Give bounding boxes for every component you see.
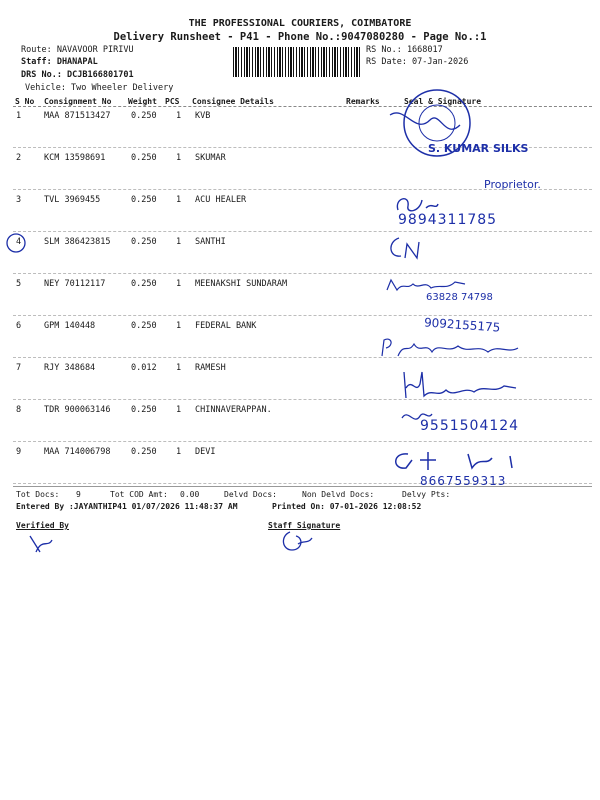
row-pcs: 1 xyxy=(176,153,182,163)
row-pcs: 1 xyxy=(176,111,182,121)
phone-row-9: 8667559313 xyxy=(420,474,507,488)
row-consignment: TDR 900063146 xyxy=(44,405,111,415)
row-consignment: RJY 348684 xyxy=(44,363,96,373)
row-weight: 0.250 xyxy=(131,405,157,415)
row-weight: 0.250 xyxy=(131,447,157,457)
row-consignee: FEDERAL BANK xyxy=(195,321,257,331)
signature-row-7 xyxy=(398,368,528,404)
phone-row-3: 9894311785 xyxy=(398,212,498,228)
row-pcs: 1 xyxy=(176,237,182,247)
row-weight: 0.250 xyxy=(131,153,157,163)
row-pcs: 1 xyxy=(176,363,182,373)
col-pcs: PCS xyxy=(165,97,180,106)
row-consignee: DEVI xyxy=(195,447,216,457)
row-consignment: GPM 140448 xyxy=(44,321,96,331)
verified-by-signature xyxy=(26,530,56,556)
delvd-docs-label: Delvd Docs: xyxy=(224,490,277,499)
tot-docs-label: Tot Docs: xyxy=(16,490,60,499)
row-consignment: TVL 3969455 xyxy=(44,195,101,205)
runsheet-subtitle: Delivery Runsheet - P41 - Phone No.:9047080280 - Page No.:1 xyxy=(113,31,487,43)
row-consignee: SANTHI xyxy=(195,237,226,247)
route-label: Route: NAVAVOOR PIRIVU xyxy=(21,45,134,55)
row-weight: 0.250 xyxy=(131,321,157,331)
circled-row-4-mark xyxy=(5,232,27,254)
col-remarks: Remarks xyxy=(346,97,380,106)
row-sno: 1 xyxy=(16,111,22,121)
row-weight: 0.012 xyxy=(131,363,157,373)
row-sno: 9 xyxy=(16,447,22,457)
row-consignment: MAA 871513427 xyxy=(44,111,111,121)
printed-on: Printed On: 07-01-2026 12:08:52 xyxy=(272,502,422,511)
non-delvd-docs-label: Non Delvd Docs: xyxy=(302,490,375,499)
row-consignee: MEENAKSHI SUNDARAM xyxy=(195,279,288,289)
row-weight: 0.250 xyxy=(131,237,157,247)
tot-cod-value: 0.00 xyxy=(180,490,200,499)
row-pcs: 1 xyxy=(176,195,182,205)
row-sno: 3 xyxy=(16,195,22,205)
phone-row-6: 9092155175 xyxy=(423,315,501,335)
row-consignee: CHINNAVERAPPAN. xyxy=(195,405,272,415)
signature-row-9 xyxy=(388,448,528,474)
col-seal-signature: Seal & Signature xyxy=(404,97,482,106)
phone-row-5: 63828 74798 xyxy=(426,292,493,303)
row-consignment: SLM 386423815 xyxy=(44,237,111,247)
signature-row-6 xyxy=(378,334,528,362)
delvy-pts-label: Delvy Pts: xyxy=(402,490,451,499)
col-sno: S No xyxy=(15,97,35,106)
rs-number: RS No.: 1668017 xyxy=(366,45,443,55)
phone-row-8: 9551504124 xyxy=(420,418,520,434)
row-consignee: KVB xyxy=(195,111,211,121)
col-consignment: Consignment No xyxy=(44,97,112,106)
row-sno: 7 xyxy=(16,363,22,373)
row-sno: 6 xyxy=(16,321,22,331)
row-consignee: RAMESH xyxy=(195,363,226,373)
row-pcs: 1 xyxy=(176,279,182,289)
drs-label: DRS No.: DCJB166801701 xyxy=(21,70,134,80)
staff-signature-mark xyxy=(278,528,318,554)
vehicle-label: Vehicle: Two Wheeler Delivery xyxy=(25,83,174,93)
row-sno: 8 xyxy=(16,405,22,415)
row-sno: 2 xyxy=(16,153,22,163)
row-consignee: ACU HEALER xyxy=(195,195,247,205)
row-consignment: NEY 70112117 xyxy=(44,279,106,289)
tot-cod-label: Tot COD Amt: xyxy=(110,490,168,499)
signature-row-4 xyxy=(385,232,425,266)
staff-signature-label: Staff Signature xyxy=(268,521,341,530)
tot-docs-value: 9 xyxy=(76,490,81,499)
row-weight: 0.250 xyxy=(131,279,157,289)
row-consignment: KCM 13598691 xyxy=(44,153,106,163)
row-sno: 4 xyxy=(16,237,22,247)
verified-by-label: Verified By xyxy=(16,521,69,530)
col-weight: Weight xyxy=(128,97,157,106)
staff-label: Staff: DHANAPAL xyxy=(21,57,98,67)
row-pcs: 1 xyxy=(176,447,182,457)
row-weight: 0.250 xyxy=(131,111,157,121)
row-weight: 0.250 xyxy=(131,195,157,205)
rs-date: RS Date: 07-Jan-2026 xyxy=(366,57,469,67)
stamp-text: S. KUMAR SILKS xyxy=(428,142,529,155)
row-consignee: SKUMAR xyxy=(195,153,226,163)
row-pcs: 1 xyxy=(176,321,182,331)
stamp-proprietor: Proprietor. xyxy=(484,178,541,191)
col-consignee: Consignee Details xyxy=(192,97,274,106)
company-title: THE PROFESSIONAL COURIERS, COIMBATORE xyxy=(188,18,412,29)
row-sno: 5 xyxy=(16,279,22,289)
entered-by: Entered By :JAYANTHIP41 01/07/2026 11:48:37 AM xyxy=(16,502,238,511)
barcode xyxy=(233,47,361,77)
row-pcs: 1 xyxy=(176,405,182,415)
row-consignment: MAA 714006798 xyxy=(44,447,111,457)
